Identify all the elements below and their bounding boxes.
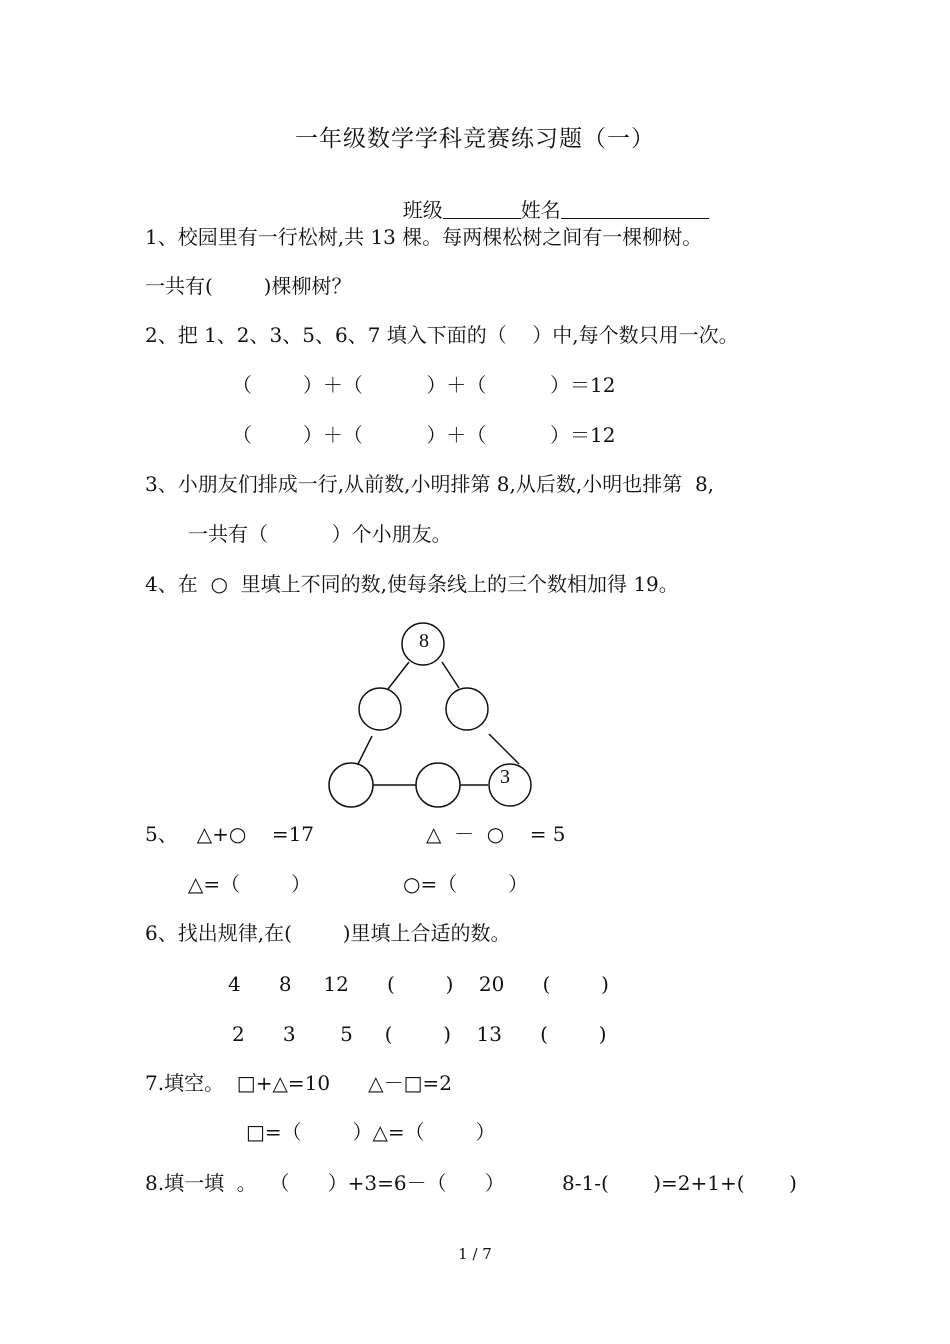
q7-line1: 7.填空。 □+△=10 △－□=2	[145, 1071, 452, 1095]
top-circle-value: 8	[419, 630, 429, 652]
circle-bottom-middle[interactable]	[416, 763, 460, 807]
q4-text: 4、在 ○ 里填上不同的数,使每条线上的三个数相加得 19。	[145, 572, 679, 596]
page-title: 一年级数学学科竞赛练习题（一）	[295, 126, 655, 152]
circle-left-middle[interactable]	[359, 688, 401, 730]
right-edge-upper	[442, 662, 459, 688]
q6-seq1: 4 8 12 ( ) 20 ( )	[228, 972, 609, 996]
right-edge-lower	[489, 734, 519, 764]
page-number: 1 / 7	[458, 1245, 492, 1263]
student-info	[390, 174, 709, 222]
q5-row2-right: ○=（ ）	[403, 872, 529, 896]
circle-bottom-right[interactable]	[489, 764, 531, 806]
q2-row2: （ ）＋（ ）＋（ ）＝12	[232, 423, 616, 447]
left-edge-lower	[358, 736, 372, 764]
q6-text: 6、找出规律,在( )里填上合适的数。	[145, 921, 511, 945]
q8-text: 8.填一填 。 （ ）+3=6－（ ） 8-1-( )=2+1+( )	[145, 1171, 797, 1195]
q6-seq2: 2 3 5 ( ) 13 ( )	[232, 1022, 607, 1046]
q1-line1: 1、校园里有一行松树,共 13 棵。每两棵松树之间有一棵柳树。	[145, 225, 703, 249]
triangle-circle-diagram	[320, 618, 540, 818]
class-blank[interactable]	[443, 200, 521, 219]
left-edge-upper	[388, 662, 409, 689]
name-label: 姓名	[520, 198, 561, 222]
q5-row1-left: 5、 △+○ =17	[145, 822, 315, 846]
class-label: 班级	[402, 198, 443, 222]
q3-line2: 一共有（ ）个小朋友。	[188, 522, 452, 546]
q2-row1: （ ）＋（ ）＋（ ）＝12	[232, 373, 616, 397]
name-blank[interactable]	[561, 200, 709, 219]
circle-right-middle[interactable]	[446, 688, 488, 730]
bottom-right-circle-value: 3	[500, 766, 510, 788]
q2-text: 2、把 1、2、3、5、6、7 填入下面的（ ）中,每个数只用一次。	[145, 323, 739, 347]
q1-line2: 一共有( )棵柳树？	[145, 274, 352, 298]
q5-row2-left: △=（ ）	[188, 872, 311, 896]
q3-line1: 3、小朋友们排成一行,从前数,小明排第 8,从后数,小明也排第 8,	[145, 472, 715, 496]
circle-bottom-left[interactable]	[329, 763, 373, 807]
q7-line2: □=（ ）△=（ ）	[246, 1120, 496, 1144]
q5-row1-right: △ － ○ = 5	[426, 822, 566, 846]
